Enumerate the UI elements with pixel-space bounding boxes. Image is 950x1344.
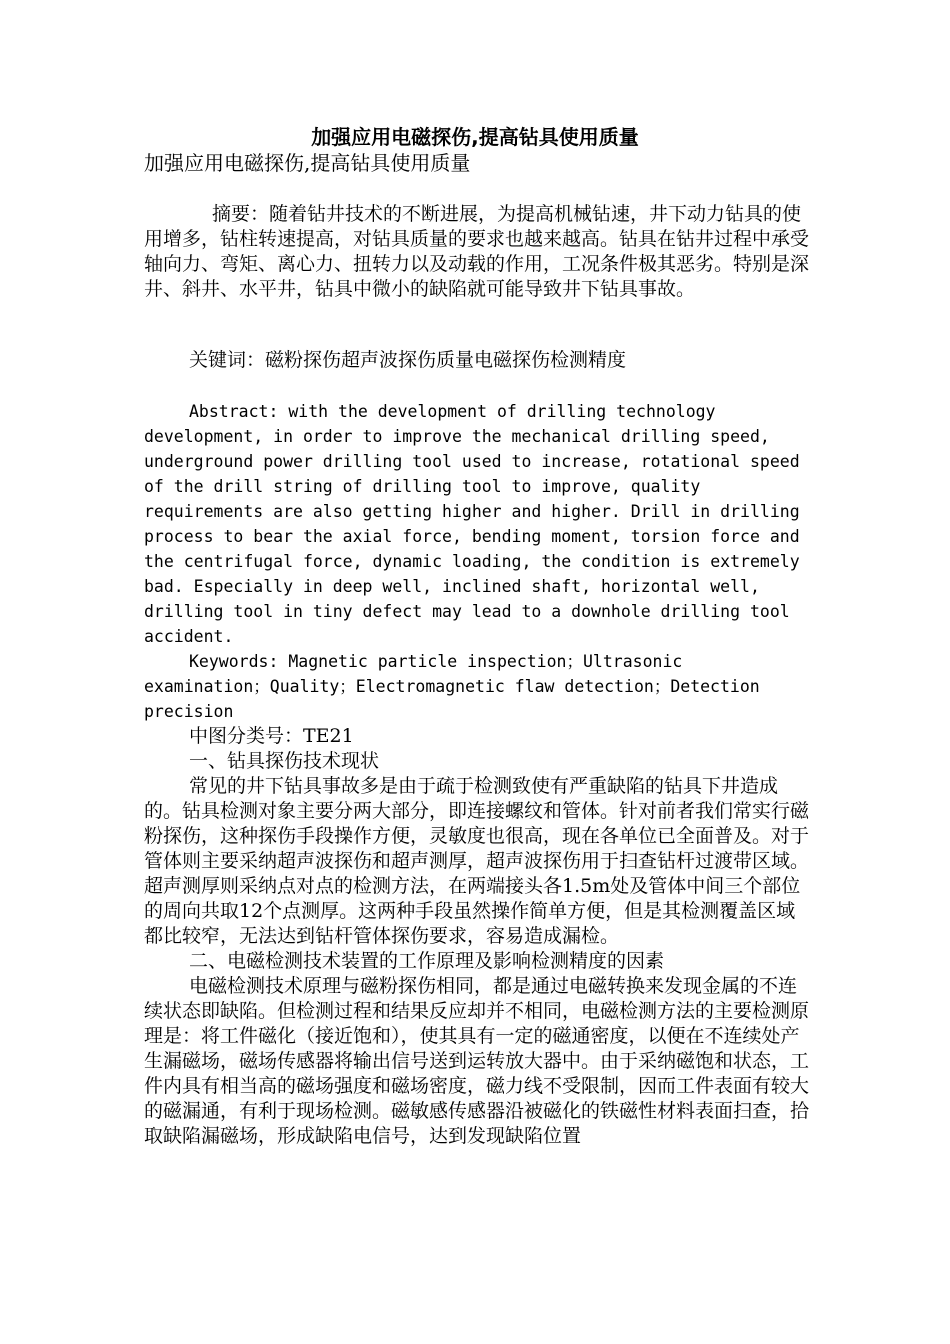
document-subtitle: 加强应用电磁探伤,提高钻具使用质量 — [144, 151, 471, 175]
keywords-chinese: 关键词：磁粉探伤超声波探伤质量电磁探伤检测精度 — [189, 349, 627, 371]
abstract-english: Abstract: with the development of drilling technology development, in order to improve the mechanical drilling speed, underground power drilling tool used to increase, rotational speed of the drill string of drilling tool to improve, quality requirements are also getting higher and higher. Drill in drilling process to bear the axial force, bending moment, torsion force and the centrifugal force, dynamic loading, the condition is extremely bad. Especially in deep well, inclined shaft, horizontal well, drilling tool in tiny defect may lead to a downhole drilling tool accident. — [144, 402, 800, 646]
keywords-english: Keywords: Magnetic particle inspection；Ultrasonic examination；Quality；Electromagnetic flaw detection；Detection precision — [144, 652, 760, 721]
classification-number: 中图分类号：TE21 — [189, 725, 354, 747]
section1-heading: 一、钻具探伤技术现状 — [189, 750, 380, 772]
section2-paragraph: 电磁检测技术原理与磁粉探伤相同，都是通过电磁转换来发现金属的不连续状态即缺陷。但检测过程和结果反应却并不相同，电磁检测方法的主要检测原理是：将工件磁化（接近饱和），使其具有一定的磁通密度，以便在不连续处产生漏磁场，磁场传感器将输出信号送到运转放大器中。由于采纳磁饱和状态，工件内具有相当高的磁场强度和磁场密度，磁力线不受限制，因而工件表面有较大的磁漏通，有利于现场检测。磁敏感传感器沿被磁化的铁磁性材料表面扫查，拾取缺陷漏磁场，形成缺陷电信号，达到发现缺陷位置 — [144, 975, 810, 1147]
document-title: 加强应用电磁探伤,提高钻具使用质量 — [311, 125, 639, 149]
section1-paragraph: 常见的井下钻具事故多是由于疏于检测致使有严重缺陷的钻具下井造成的。钻具检测对象主要分两大部分，即连接螺纹和管体。针对前者我们常实行磁粉探伤，这种探伤手段操作方便，灵敏度也很高，现在各单位已全面普及。对于管体则主要采纳超声波探伤和超声测厚，超声波探伤用于扫查钻杆过渡带区域。超声测厚则采纳点对点的检测方法，在两端接头各1.5m处及管体中间三个部位的周向共取12个点测厚。这两种手段虽然操作简单方便，但是其检测覆盖区域都比较窄，无法达到钻杆管体探伤要求，容易造成漏检。 — [144, 775, 810, 947]
body-text — [144, 399, 814, 1149]
section2-heading: 二、电磁检测技术装置的工作原理及影响检测精度的因素 — [189, 950, 665, 972]
abstract-chinese: 摘要：随着钻井技术的不断进展，为提高机械钻速，井下动力钻具的使用增多，钻柱转速提高，对钻具质量的要求也越来越高。钻具在钻井过程中承受轴向力、弯矩、离心力、扭转力以及动载的作用，工况条件极其恶劣。特别是深井、斜井、水平井，钻具中微小的缺陷就可能导致井下钻具事故。 — [144, 203, 810, 300]
